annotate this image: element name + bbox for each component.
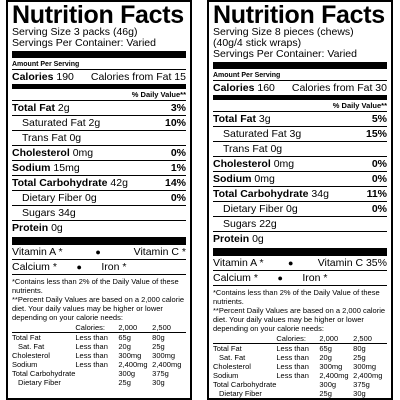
dv-table-row (12, 351, 186, 360)
nutrient-amount: 0mg (273, 158, 295, 170)
nutrient-name: Protein (12, 222, 49, 234)
calories-value: 190 (56, 71, 74, 83)
nutrient-label (213, 127, 301, 141)
mineral-row (12, 259, 186, 274)
dv-table-row (213, 380, 387, 389)
dv-table-cell (75, 369, 118, 378)
footnote-percent-dv: **Percent Daily Values are based on a 2,000 calorie diet. Your daily values may be higher or lower depending on your calorie needs: (213, 306, 386, 333)
dv-table-row (213, 353, 387, 362)
nutrient-row (213, 231, 387, 246)
dv-table-cell: Total Carbohydrate (12, 369, 76, 378)
nutrient-amount: 0mg (72, 147, 94, 159)
calories-row (12, 69, 186, 84)
nutrient-amount: 0g (252, 233, 264, 245)
dv-table-cell: 20g (319, 353, 332, 362)
nutrient-label (12, 206, 76, 220)
nutrient-row (213, 141, 387, 156)
nutrient-amount: 2g (57, 102, 70, 114)
dv-table-cell (213, 334, 276, 344)
nutrient-label (12, 116, 100, 130)
nutrient-row (12, 175, 186, 190)
nutrient-percent: 3% (170, 102, 186, 114)
footnote-contains: *Contains less than 2% of the Daily Value of these nutrients. (213, 288, 380, 306)
dv-table-cell: 300mg (152, 351, 176, 360)
nutrient-label (12, 146, 93, 160)
serving-size-detail: (40g/4 stick wraps) (213, 37, 302, 49)
amount-per-serving: Amount Per Serving (12, 61, 80, 68)
dv-table-cell: Sodium (213, 371, 239, 380)
nutrient-amount: 15mg (53, 162, 80, 174)
nutrient-row (12, 160, 186, 175)
nutrient-name: Protein (213, 233, 250, 245)
nutrient-name: Total Carbohydrate (213, 188, 309, 200)
nutrient-amount: 0g (51, 222, 63, 234)
dv-table-cell: 80g (152, 333, 165, 342)
nutrient-label (12, 101, 70, 115)
nutrition-label-left (6, 0, 192, 400)
nutrient-label (12, 191, 97, 205)
dv-table-cell: Less than (276, 344, 309, 353)
nutrient-name: Sugars (223, 218, 257, 230)
dv-table-cell: Less than (276, 362, 309, 371)
nutrient-amount: 0g (270, 143, 283, 155)
dv-table-cell: Less than (75, 342, 108, 351)
footnotes (213, 286, 387, 333)
nutrient-name: Total Carbohydrate (12, 177, 108, 189)
nutrient-row (213, 201, 387, 216)
dv-table-cell: 25g (353, 353, 366, 362)
dv-table-cell: Sodium (12, 360, 38, 369)
dv-table-cell: 20g (118, 342, 131, 351)
dv-table-cell: Less than (276, 353, 309, 362)
calories-label: Calories (213, 82, 255, 94)
dv-table-cell: Dietary Fiber (18, 378, 61, 387)
dv-table-cell: Calories: (276, 334, 319, 344)
dv-table-cell: Less than (75, 333, 108, 342)
calories-row (213, 80, 387, 95)
nutrient-row (213, 186, 387, 201)
daily-values-table (12, 323, 186, 387)
nutrient-row (12, 100, 186, 115)
calories-label: Calories (12, 71, 54, 83)
dv-table-row (12, 342, 186, 351)
nutrient-amount: 3g (258, 113, 271, 125)
dv-table-cell: Total Fat (12, 333, 41, 342)
dv-table-cell: 2,400mg (319, 371, 349, 380)
nutrient-percent: 10% (164, 117, 186, 129)
bullet-separator: ● (95, 247, 101, 257)
nutrient-row (213, 216, 387, 231)
vitamin-c: Vitamin C 35% (317, 257, 387, 269)
servings-per-container: Servings Per Container: Varied (213, 48, 357, 60)
dv-table-cell: Sat. Fat (219, 353, 246, 362)
dv-table-cell: 300mg (353, 362, 377, 371)
dv-table-cell: 2,400mg (353, 371, 383, 380)
bullet-separator: ● (76, 262, 82, 272)
nutrient-name: Total Fat (12, 102, 55, 114)
thick-divider (12, 237, 186, 244)
nutrient-row (12, 115, 186, 130)
dv-table-row (213, 362, 387, 371)
nutrient-label (12, 221, 63, 235)
calories-from-fat: Calories from Fat 30 (291, 82, 387, 94)
nutrient-row (213, 156, 387, 171)
nutrient-rows (12, 100, 186, 235)
serving-size: Serving Size 8 pieces (chews) (213, 26, 354, 38)
nutrient-row (12, 190, 186, 205)
nutrient-label (12, 176, 128, 190)
dv-table-cell: Cholesterol (213, 362, 251, 371)
nutrient-amount: 0g (286, 203, 298, 215)
label-title: Nutrition Facts (12, 1, 184, 29)
dv-table-cell: 2,500 (152, 323, 186, 333)
dv-table-cell (12, 323, 75, 333)
nutrient-amount: 0g (69, 132, 82, 144)
nutrient-percent: 0% (170, 192, 186, 204)
nutrient-percent: 1% (170, 162, 186, 174)
iron: Iron * (302, 272, 328, 284)
dv-table-cell: Dietary Fiber (219, 389, 262, 398)
nutrient-name: Sugars (22, 207, 56, 219)
nutrient-label (213, 202, 298, 216)
nutrient-label (213, 187, 329, 201)
nutrient-label (213, 157, 294, 171)
dv-table-cell: 30g (353, 389, 366, 398)
nutrient-row (213, 126, 387, 141)
dv-table-cell: Cholesterol (12, 351, 50, 360)
dv-table-row (213, 344, 387, 354)
dv-table-row (213, 389, 387, 398)
dv-table-row (12, 378, 186, 387)
vitamin-row (213, 255, 387, 270)
nutrient-name: Trans Fat (223, 143, 268, 155)
nutrient-name: Total Fat (213, 113, 256, 125)
nutrient-name: Saturated Fat (22, 117, 86, 129)
dv-table-row (12, 323, 186, 333)
dv-table-cell: Sat. Fat (18, 342, 45, 351)
dv-table-row (213, 334, 387, 344)
nutrient-amount: 34g (58, 207, 76, 219)
calories-value: 160 (257, 82, 275, 94)
vitamin-c: Vitamin C * (133, 246, 186, 258)
calcium: Calcium * (12, 261, 57, 273)
dv-table-cell: 300mg (319, 362, 343, 371)
nutrient-amount: 0mg (254, 173, 275, 185)
nutrient-amount: 0g (85, 192, 97, 204)
nutrient-name: Trans Fat (22, 132, 67, 144)
nutrient-percent: 0% (170, 147, 186, 159)
nutrient-percent: 11% (366, 188, 387, 200)
nutrient-name: Sodium (213, 173, 252, 185)
nutrient-percent: 14% (164, 177, 186, 189)
vitamin-a: Vitamin A * (213, 257, 264, 269)
footnote-percent-dv: **Percent Daily Values are based on a 2,000 calorie diet. Your daily values may be higher or lower depending on your calorie needs: (12, 295, 185, 322)
nutrient-amount: 22g (259, 218, 277, 230)
dv-table-cell: 2,000 (118, 323, 152, 333)
nutrient-name: Cholesterol (12, 147, 70, 159)
nutrient-percent: 0% (371, 158, 387, 170)
amount-per-serving: Amount Per Serving (213, 72, 281, 79)
dv-table-row (12, 369, 186, 378)
nutrient-label (12, 161, 80, 175)
dv-table-cell: 375g (353, 380, 370, 389)
nutrition-label-right (207, 0, 393, 400)
vitamin-a: Vitamin A * (12, 246, 63, 258)
dv-table-cell: Less than (276, 371, 309, 380)
nutrient-label (213, 217, 277, 231)
dv-table-row (12, 333, 186, 343)
dv-table-row (12, 360, 186, 369)
dv-table-cell: 25g (319, 389, 332, 398)
dv-table-cell: 65g (118, 333, 131, 342)
nutrient-row (12, 145, 186, 160)
nutrient-amount: 3g (289, 128, 302, 140)
nutrient-percent: 0% (371, 203, 387, 215)
bullet-separator: ● (287, 258, 294, 268)
nutrient-name: Saturated Fat (223, 128, 287, 140)
footnotes (12, 275, 186, 322)
dv-table-cell: 80g (353, 344, 366, 353)
bullet-separator: ● (277, 273, 283, 283)
footnote-contains: *Contains less than 2% of the Daily Value of these nutrients. (12, 277, 179, 295)
nutrient-row (213, 111, 387, 126)
dv-table-cell: 2,400mg (152, 360, 182, 369)
thick-divider (213, 62, 387, 69)
dv-table-cell: Calories: (75, 323, 118, 333)
dv-table-cell (276, 380, 319, 389)
nutrient-name: Dietary Fiber (22, 192, 83, 204)
iron: Iron * (101, 261, 127, 273)
dv-table-cell: Total Carbohydrate (213, 380, 277, 389)
nutrient-amount: 34g (311, 188, 329, 200)
thick-divider (213, 248, 387, 255)
mineral-row (213, 270, 387, 285)
nutrient-row (213, 171, 387, 186)
thick-divider (12, 51, 186, 58)
dv-table-cell: 65g (319, 344, 332, 353)
spacer (347, 271, 387, 285)
nutrient-label (12, 131, 81, 145)
nutrient-amount: 2g (88, 117, 101, 129)
nutrient-rows (213, 111, 387, 246)
nutrient-label (213, 232, 264, 246)
daily-value-header: % Daily Value** (12, 88, 186, 100)
daily-value-header: % Daily Value** (213, 99, 387, 111)
dv-table-cell (75, 378, 118, 387)
serving-size: Serving Size 3 packs (46g) (12, 26, 138, 38)
calories-text (12, 70, 74, 84)
nutrient-row (12, 130, 186, 145)
nutrient-row (12, 205, 186, 220)
calories-text (213, 81, 275, 95)
dv-table-cell: 300g (319, 380, 337, 389)
dv-table-cell: 2,000 (319, 334, 353, 344)
dv-table-cell (276, 389, 319, 398)
dv-table-cell: 2,400mg (118, 360, 148, 369)
dv-table-row (213, 371, 387, 380)
label-title: Nutrition Facts (213, 1, 385, 29)
nutrient-label (213, 112, 271, 126)
vitamin-row (12, 244, 186, 259)
dv-table-cell: Less than (75, 351, 108, 360)
nutrient-percent: 5% (371, 113, 387, 125)
dv-table-cell: Total Fat (213, 344, 242, 353)
dv-table-cell: 2,500 (353, 334, 387, 344)
calories-from-fat: Calories from Fat 15 (90, 71, 186, 83)
nutrient-percent: 15% (365, 128, 387, 140)
nutrient-name: Sodium (12, 162, 51, 174)
dv-table-cell: 25g (152, 342, 165, 351)
nutrient-percent: 0% (371, 173, 387, 185)
dv-table-cell: 30g (152, 378, 165, 387)
spacer (146, 260, 186, 274)
nutrient-amount: 42g (110, 177, 128, 189)
dv-table-cell: 375g (152, 369, 169, 378)
nutrient-name: Dietary Fiber (223, 203, 284, 215)
nutrient-row (12, 220, 186, 235)
servings-per-container: Servings Per Container: Varied (12, 37, 156, 49)
dv-table-cell: Less than (75, 360, 108, 369)
calcium: Calcium * (213, 272, 258, 284)
dv-table-cell: 25g (118, 378, 131, 387)
dv-table-cell: 300g (118, 369, 136, 378)
nutrient-name: Cholesterol (213, 158, 271, 170)
daily-values-table (213, 334, 387, 398)
nutrient-label (213, 142, 282, 156)
nutrient-label (213, 172, 275, 186)
dv-table-cell: 300mg (118, 351, 142, 360)
